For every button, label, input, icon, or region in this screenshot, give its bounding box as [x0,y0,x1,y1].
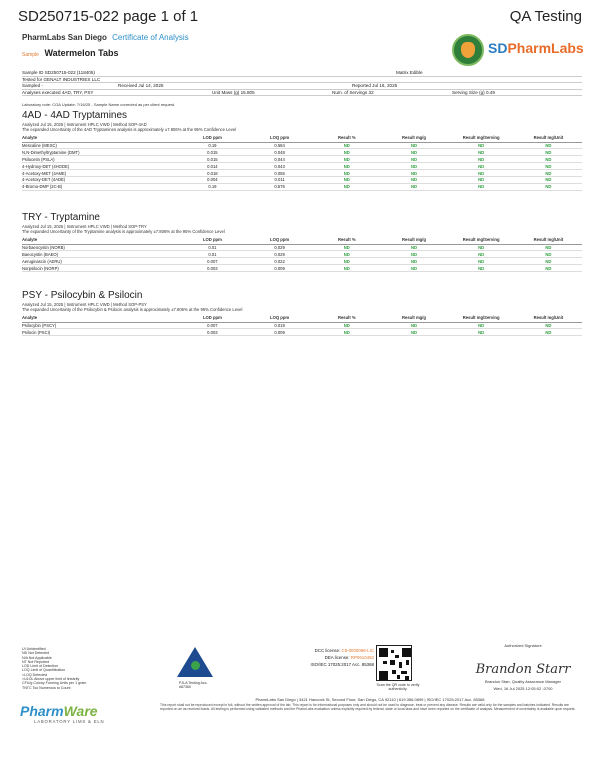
table-row [22,244,582,251]
table-cell: ND [448,142,515,149]
table-cell: 0.018 [179,170,246,177]
table-row [22,149,582,156]
table-cell: 0.01 [179,251,246,258]
column-header: Result mg/Unit [515,315,582,322]
table-cell: ND [448,251,515,258]
reported: Reported Jul 16, 2025 [352,83,398,89]
signature-block [468,643,578,691]
table-cell: ND [313,163,380,170]
column-header: LOD ppm [179,315,246,322]
table-cell: 0.003 [179,265,246,272]
sample-name: Watermelon Tabs [44,48,119,58]
analysis-section [22,110,582,191]
table-cell: ND [380,142,447,149]
section-analyzed: Analyzed Jul 15, 2025 | Instrument HPLC VWD | Method SOP-TRY [22,224,147,229]
table-cell: ND [448,265,515,272]
sdpharmlabs-logo [452,34,582,66]
column-header: Result % [313,135,380,142]
column-header: LOQ ppm [246,135,313,142]
table-cell: ND [515,142,582,149]
table-cell: ND [380,163,447,170]
table-cell: ND [448,258,515,265]
legend-item: CFU/g Colony Forming Units per 1 gram [22,681,87,686]
table-cell: 0.19 [179,142,246,149]
table-cell: Psilocin (PSCI) [22,329,179,336]
table-row [22,177,582,184]
table-cell: 0.044 [246,156,313,163]
table-cell: ND [448,170,515,177]
table-row [22,251,582,258]
unit-mass: Unit Mass (g) 15.805 [212,89,255,95]
table-cell: ND [515,265,582,272]
table-cell: ND [380,258,447,265]
lab-name: PharmLabs San Diego [22,33,107,42]
table-cell: ND [448,163,515,170]
table-cell: 0.048 [246,149,313,156]
signature-date: Wed, 16 Jul 2025 12:05:02 -0700 [493,686,553,691]
table-cell: ND [313,142,380,149]
footer-address: PharmLabs San Diego | 3421 Hancock St, Second Floor, San Diego, CA 92110 | 619.356.0899 | ISO/IEC 17025:2017 Acc. 85368 [255,697,485,702]
sample-tag: Sample [22,52,39,58]
table-cell: 0.015 [179,156,246,163]
analysis-section [22,290,582,336]
table-cell: 4-Bromo-DMP (2C-B) [22,183,179,190]
table-cell: 0.029 [246,244,313,251]
table-cell: ND [313,322,380,329]
table-cell: 0.19 [179,183,246,190]
table-cell: Norbaeocystin (NORB) [22,244,179,251]
table-cell: ND [313,265,380,272]
table-cell: ND [380,170,447,177]
table-cell: ND [448,329,515,336]
column-header: Result mg/Unit [515,237,582,244]
table-cell: ND [313,177,380,184]
column-header: Result % [313,315,380,322]
table-cell: 0.009 [246,329,313,336]
column-header: Analyte [22,315,179,322]
table-cell: ND [515,170,582,177]
table-cell: N,N-Dimethyltryptamine (DMT) [22,149,179,156]
disclaimer: This report shall not be reproduced except in full, without the written approval of the lab. This report is for informational purposes only and should not be used to diagnose, treat or prevent any disease. Results are valid only for the samples and batches indicated. Results are reported on an as received basis. All testing is performed using validated methods and the PharmLabs evaluation unless explicitly required by federal, state or local laws and have been reported on the certificate of analysis. Measurement of uncertainty is available upon request. [160,703,576,711]
table-cell: ND [515,322,582,329]
lab-note: Laboratory note: COA Update: 7/16/25 - Sample Name corrected as per client request. [22,102,176,107]
table-cell: ND [313,329,380,336]
table-cell: ND [448,183,515,190]
iso-accreditation: ISO/IEC 17025:2017 Acc. 85368 [310,661,374,667]
table-cell: 4-Acetoxy-MET (4AME) [22,170,179,177]
table-cell: ND [380,156,447,163]
legend-item: TNTC Too Numerous to Count [22,685,71,690]
legend-item: <LOQ Detected [22,672,48,677]
legend-item: ND Not Detected [22,651,50,656]
results-table [22,135,582,191]
table-cell: ND [515,251,582,258]
table-cell: Mescaline (MESC) [22,142,179,149]
table-cell: Norpsilocin (NORP) [22,265,179,272]
table-cell: 0.055 [246,170,313,177]
section-analyzed: Analyzed Jul 15, 2025 | Instrument HPLC VWD | Method SOP-4AD [22,122,147,127]
table-row [22,265,582,272]
table-cell: Baeocystin (BAEO) [22,251,179,258]
table-cell: 0.014 [179,163,246,170]
table-cell: ND [448,149,515,156]
logo-text: SDPharmLabs [488,40,584,56]
table-cell: ND [448,156,515,163]
table-cell: ND [313,258,380,265]
globe-icon [191,661,200,670]
matrix: Matrix Edible [396,70,423,75]
results-table [22,315,582,336]
legend-item: LOQ Limit of Quantification [22,668,66,673]
serving-size: Serving Size (g) 0.49 [452,89,495,95]
table-cell: 0.003 [179,329,246,336]
qr-code[interactable] [376,645,412,681]
table-cell: 0.01 [179,244,246,251]
column-header: LOQ ppm [246,315,313,322]
abbreviation-legend [22,647,112,690]
table-cell: ND [515,244,582,251]
handwritten-signature: Brandon Starr [475,662,571,677]
table-cell: ND [515,163,582,170]
table-cell: ND [515,156,582,163]
legend-item: >ULOL Above upper limit of linearity [22,677,80,682]
table-cell: ND [313,183,380,190]
legend-item: LOD Limit of Detection [22,664,59,669]
table-row [22,156,582,163]
dea-license: RP0610452 [350,654,374,660]
signer-name: Brandon Starr, Quality Assurance Manager [484,679,562,684]
sampled: Sampled - [22,83,43,89]
column-header: Analyte [22,237,179,244]
table-cell: ND [380,244,447,251]
scan-instruction: Scan the QR code to verify authenticity. [376,683,420,691]
table-cell: ND [515,149,582,156]
sample-id: Sample ID SD250715-022 (118405) [22,70,95,75]
table-cell: 0.015 [179,149,246,156]
analysis-section [22,212,582,272]
table-cell: 0.007 [179,258,246,265]
table-cell: 0.011 [246,177,313,184]
table-cell: 0.007 [179,322,246,329]
table-row [22,170,582,177]
dcc-license: C8-0000096-LIC [341,648,374,653]
table-cell: Aeruginascin (AERU) [22,258,179,265]
column-header: Result mg/Serving [448,315,515,322]
table-cell: ND [380,177,447,184]
table-cell: ND [313,251,380,258]
mascot-icon [452,34,484,66]
num-servings: Num. of Servings 32 [332,89,374,95]
section-uncertainty: The expanded Uncertainty of the 4AD Tryptamines analysis is approximately ±7.806% at the 95% Confidence Level [22,127,237,132]
table-cell: ND [448,177,515,184]
table-cell: ND [515,183,582,190]
table-cell: ND [515,177,582,184]
table-cell: ND [313,156,380,163]
coa-label: Certificate of Analysis [112,33,189,42]
table-cell: 0.009 [246,265,313,272]
table-cell: ND [380,322,447,329]
page-header [18,8,582,30]
accreditation-logo [175,647,215,687]
signature-heading: Authorized Signature [504,643,542,648]
licenses: DCC license: C8-0000096-LIC DEA license: RP0610452 ISO/IEC 17025:2017 Acc. 85368 [284,648,374,668]
sample-info [22,70,582,96]
table-cell: Psilocybin (PSCY) [22,322,179,329]
table-cell: 0.029 [246,251,313,258]
table-cell: ND [313,149,380,156]
section-title: 4AD - 4AD Tryptamines [22,110,128,121]
table-row [22,183,582,190]
received: Received Jul 14, 2025 [118,83,164,89]
column-header: LOD ppm [179,237,246,244]
table-cell: ND [313,170,380,177]
section-uncertainty: The expanded Uncertainty of the Tryptamine analysis is approximately ±7.806% at the 95% Confidence Level [22,229,225,234]
column-header: LOD ppm [179,135,246,142]
tested-for: Tested for GENALT INDUSTRIES LLC [22,76,101,82]
table-cell: ND [380,329,447,336]
table-row [22,329,582,336]
table-cell: ND [380,251,447,258]
table-row [22,163,582,170]
section-title: PSY - Psilocybin & Psilocin [22,290,143,301]
pharmware-logo: PharmWare LABORATORY LIMS & ELN [20,703,105,724]
table-cell: 0.019 [246,322,313,329]
table-row [22,322,582,329]
legend-item: NT Not Reported [22,659,50,664]
legend-item: N/A Not Applicable [22,655,52,660]
table-cell: ND [448,244,515,251]
lab-title [22,33,189,42]
column-header: Result mg/g [380,237,447,244]
column-header: Result mg/g [380,135,447,142]
column-header: Result mg/Serving [448,135,515,142]
column-header: Result % [313,237,380,244]
column-header: Result mg/Unit [515,135,582,142]
qa-testing-label: QA Testing [509,8,582,25]
accreditation-caption: PJLA Testing Acc. #87360 [179,681,208,689]
table-cell: ND [448,322,515,329]
table-cell: 0.022 [246,258,313,265]
sample-title [22,48,118,58]
section-uncertainty: The expanded Uncertainty of the Psilocybin & Psilocin analysis is approximately ±7.806% at the 95% Confidence Level [22,307,243,312]
table-row [22,258,582,265]
column-header: Result mg/Serving [448,237,515,244]
results-table [22,237,582,272]
section-analyzed: Analyzed Jul 15, 2025 | Instrument HPLC VWD | Method SOP-PSY [22,302,147,307]
analyses-executed: Analyses executed 4AD, TRY, PSY [22,89,94,95]
table-cell: ND [380,149,447,156]
table-row [22,142,582,149]
table-cell: Psilocetin (PSLA) [22,156,179,163]
table-cell: 4-Acetoxy-DET (4ADE) [22,177,179,184]
table-cell: ND [515,329,582,336]
table-cell: 0.004 [179,177,246,184]
table-cell: ND [380,183,447,190]
table-cell: 0.576 [246,183,313,190]
table-cell: ND [313,244,380,251]
table-cell: ND [380,265,447,272]
table-cell: 0.584 [246,142,313,149]
table-cell: ND [515,258,582,265]
legend-item: UI Unidentified [22,647,46,651]
section-title: TRY - Tryptamine [22,212,100,223]
column-header: Result mg/g [380,315,447,322]
table-cell: 4-Hydroxy-DET (4HODE) [22,163,179,170]
table-cell: 0.043 [246,163,313,170]
doc-id-page: SD250715-022 page 1 of 1 [18,8,199,25]
column-header: Analyte [22,135,179,142]
column-header: LOQ ppm [246,237,313,244]
